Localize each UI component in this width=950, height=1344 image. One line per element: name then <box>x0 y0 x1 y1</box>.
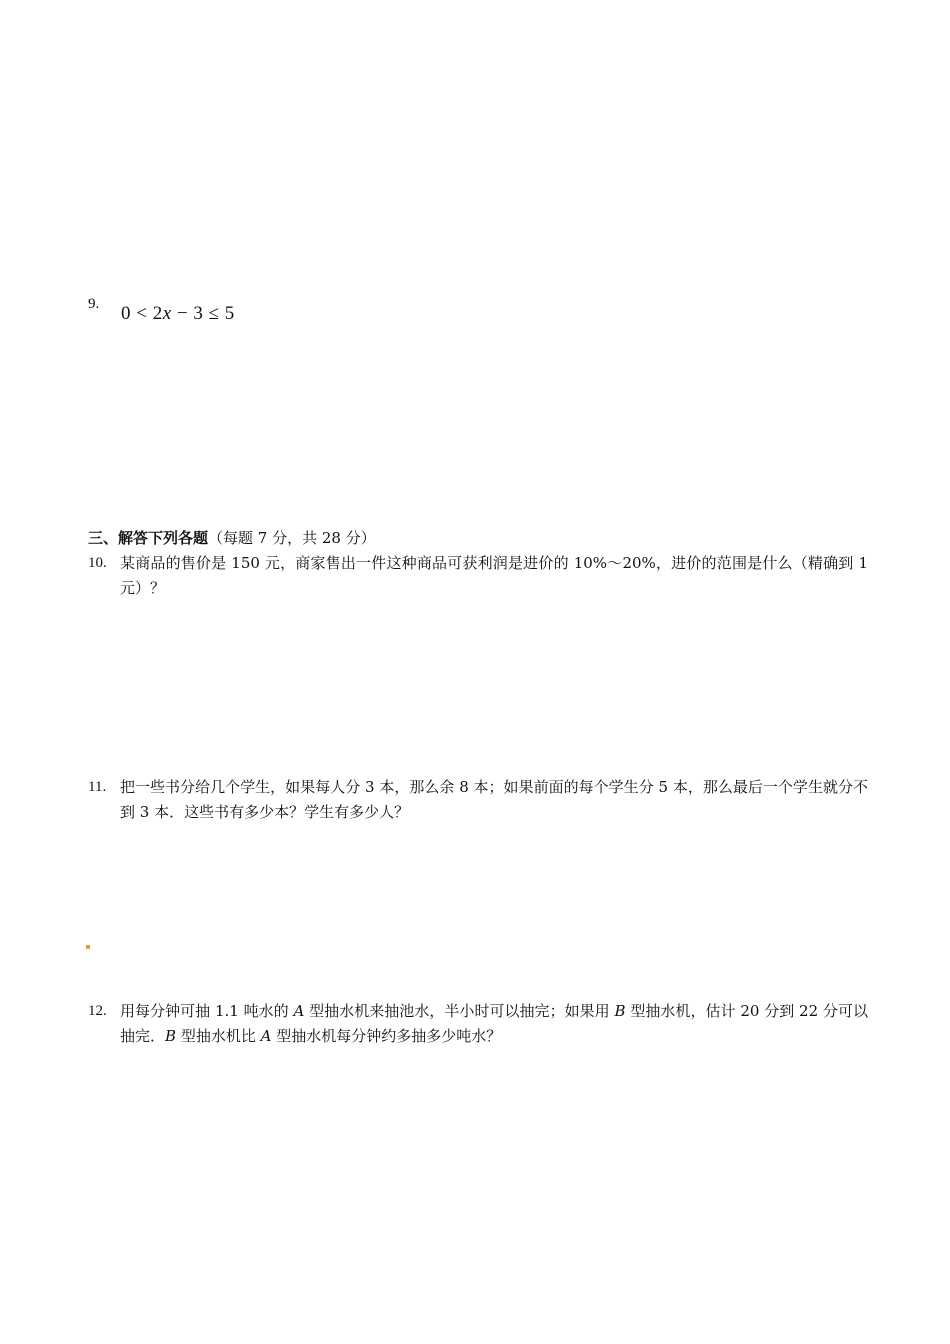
stray-mark <box>86 945 90 949</box>
section-heading <box>88 527 376 548</box>
q12-text <box>120 999 868 1049</box>
q9-number: 9. <box>88 296 100 312</box>
q12-var-a1: A <box>293 1002 305 1020</box>
q10-text: 某商品的售价是 150 元，商家售出一件这种商品可获利润是进价的 10%～20%，进价的范围是什么（精确到 1 元）？ <box>120 554 868 597</box>
q11-number: 11. <box>88 779 107 795</box>
q12-part5: 型抽水机每分钟约多抽多少吨水？ <box>271 1027 502 1045</box>
q12-var-b1: B <box>614 1002 626 1020</box>
q9-expr-right: − 3 ≤ 5 <box>171 303 235 324</box>
q9-inequality <box>121 303 235 325</box>
q12-part1: 用每分钟可抽 1.1 吨水的 <box>120 1002 294 1020</box>
q12-part2: 型抽水机来抽池水，半小时可以抽完；如果用 <box>304 1002 615 1020</box>
q12-var-b2: B <box>165 1027 177 1045</box>
question-11 <box>88 775 868 825</box>
q11-text: 把一些书分给几个学生，如果每人分 3 本，那么余 8 本；如果前面的每个学生分 5 本，那么最后一个学生就分不到 3 本．这些书有多少本？学生有多少人？ <box>120 778 868 821</box>
q12-part3: 型抽水机，估计 20 分到 22 分可以抽完． <box>120 1002 868 1045</box>
q12-var-a2: A <box>260 1027 272 1045</box>
section-note: （每题 7 分，共 28 分） <box>208 529 376 547</box>
q9-expr-var: x <box>162 303 172 324</box>
q9-expr-left: 0 < 2 <box>121 303 163 324</box>
q12-number: 12. <box>88 1003 107 1019</box>
question-12 <box>88 999 868 1049</box>
q12-part4: 型抽水机比 <box>176 1027 261 1045</box>
q10-number: 10. <box>88 555 107 571</box>
section-title: 三、解答下列各题 <box>88 529 209 547</box>
question-10 <box>88 551 868 601</box>
